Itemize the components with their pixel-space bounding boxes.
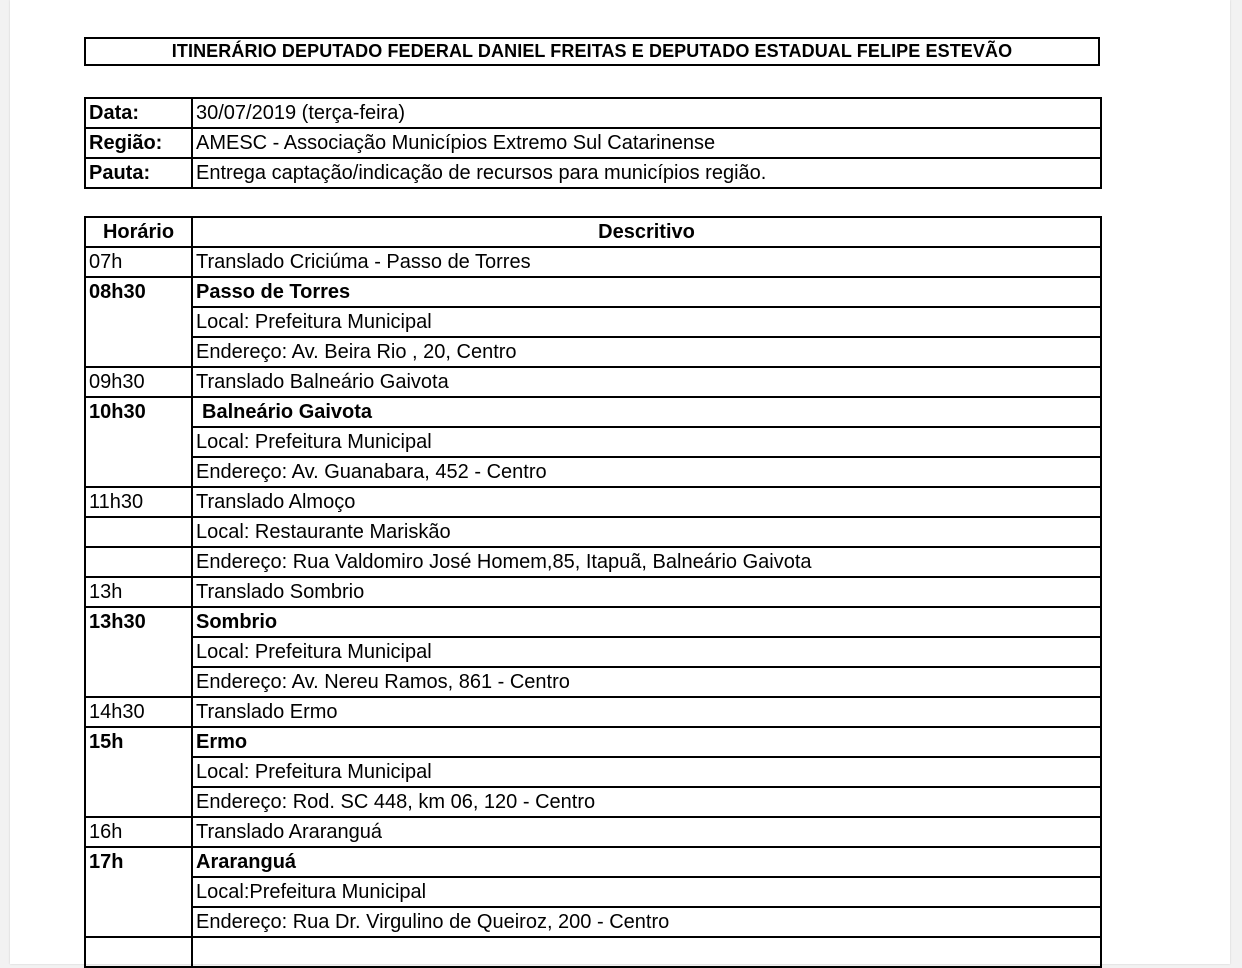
table-row bbox=[85, 457, 1101, 487]
description-cell: Endereço: Rod. SC 448, km 06, 120 - Centro bbox=[192, 787, 1101, 817]
description-cell: Translado Araranguá bbox=[192, 817, 1101, 847]
time-cell: 14h30 bbox=[85, 697, 192, 727]
time-cell bbox=[85, 937, 192, 967]
table-row bbox=[85, 607, 1101, 637]
description-cell: Ermo bbox=[192, 727, 1101, 757]
description-cell: Endereço: Av. Beira Rio , 20, Centro bbox=[192, 337, 1101, 367]
description-cell: Passo de Torres bbox=[192, 277, 1101, 307]
time-cell: 10h30 bbox=[85, 397, 192, 427]
table-row bbox=[85, 727, 1101, 757]
time-cell bbox=[85, 787, 192, 817]
time-cell: 13h bbox=[85, 577, 192, 607]
description-cell: Translado Balneário Gaivota bbox=[192, 367, 1101, 397]
table-row bbox=[85, 547, 1101, 577]
table-row bbox=[85, 787, 1101, 817]
info-table bbox=[84, 97, 1102, 189]
time-cell: 11h30 bbox=[85, 487, 192, 517]
table-row bbox=[85, 307, 1101, 337]
info-row-region bbox=[85, 128, 1101, 158]
table-row bbox=[85, 877, 1101, 907]
description-cell: Local: Prefeitura Municipal bbox=[192, 757, 1101, 787]
table-row bbox=[85, 817, 1101, 847]
info-label: Pauta: bbox=[85, 158, 192, 188]
table-row bbox=[85, 397, 1101, 427]
description-cell: Local: Prefeitura Municipal bbox=[192, 427, 1101, 457]
table-row bbox=[85, 427, 1101, 457]
table-row bbox=[85, 247, 1101, 277]
description-cell: Local: Prefeitura Municipal bbox=[192, 637, 1101, 667]
info-label: Data: bbox=[85, 98, 192, 128]
table-row bbox=[85, 937, 1101, 967]
time-cell bbox=[85, 907, 192, 937]
description-cell: Local: Restaurante Mariskão bbox=[192, 517, 1101, 547]
description-cell: Sombrio bbox=[192, 607, 1101, 637]
time-cell: 17h bbox=[85, 847, 192, 877]
table-row bbox=[85, 757, 1101, 787]
time-cell: 08h30 bbox=[85, 277, 192, 307]
info-row-agenda bbox=[85, 158, 1101, 188]
info-label: Região: bbox=[85, 128, 192, 158]
header-description: Descritivo bbox=[598, 221, 695, 243]
table-row bbox=[85, 367, 1101, 397]
description-cell: Endereço: Av. Nereu Ramos, 861 - Centro bbox=[192, 667, 1101, 697]
table-row bbox=[85, 847, 1101, 877]
description-cell: Local:Prefeitura Municipal bbox=[192, 877, 1101, 907]
table-row bbox=[85, 487, 1101, 517]
table-row bbox=[85, 637, 1101, 667]
description-cell: Translado Almoço bbox=[192, 487, 1101, 517]
description-cell: Translado Ermo bbox=[192, 697, 1101, 727]
header-time: Horário bbox=[85, 217, 192, 247]
table-row bbox=[85, 277, 1101, 307]
info-value: AMESC - Associação Municípios Extremo Sul Catarinense bbox=[192, 128, 1101, 158]
itinerary-title: ITINERÁRIO DEPUTADO FEDERAL DANIEL FREITAS E DEPUTADO ESTADUAL FELIPE ESTEVÃO bbox=[84, 37, 1100, 66]
time-cell bbox=[85, 757, 192, 787]
description-cell bbox=[192, 937, 1101, 967]
table-row bbox=[85, 337, 1101, 367]
time-cell: 13h30 bbox=[85, 607, 192, 637]
table-row bbox=[85, 907, 1101, 937]
description-cell: Translado Sombrio bbox=[192, 577, 1101, 607]
info-value: Entrega captação/indicação de recursos para municípios região. bbox=[192, 158, 1101, 188]
info-row-date bbox=[85, 98, 1101, 128]
time-cell: 07h bbox=[85, 247, 192, 277]
time-cell bbox=[85, 337, 192, 367]
time-cell bbox=[85, 457, 192, 487]
description-cell: Translado Criciúma - Passo de Torres bbox=[192, 247, 1101, 277]
description-cell: Endereço: Rua Dr. Virgulino de Queiroz, 200 - Centro bbox=[192, 907, 1101, 937]
time-cell: 15h bbox=[85, 727, 192, 757]
description-cell: Balneário Gaivota bbox=[192, 397, 1101, 427]
table-row bbox=[85, 667, 1101, 697]
description-cell: Endereço: Rua Valdomiro José Homem,85, Itapuã, Balneário Gaivota bbox=[192, 547, 1101, 577]
time-cell bbox=[85, 877, 192, 907]
schedule-header-row bbox=[85, 217, 1101, 247]
description-cell: Local: Prefeitura Municipal bbox=[192, 307, 1101, 337]
schedule-table bbox=[84, 216, 1102, 968]
time-cell: 09h30 bbox=[85, 367, 192, 397]
time-cell bbox=[85, 307, 192, 337]
time-cell bbox=[85, 517, 192, 547]
time-cell bbox=[85, 427, 192, 457]
time-cell: 16h bbox=[85, 817, 192, 847]
time-cell bbox=[85, 637, 192, 667]
time-cell bbox=[85, 547, 192, 577]
table-row bbox=[85, 517, 1101, 547]
table-row bbox=[85, 697, 1101, 727]
time-cell bbox=[85, 667, 192, 697]
description-cell: Endereço: Av. Guanabara, 452 - Centro bbox=[192, 457, 1101, 487]
description-cell: Araranguá bbox=[192, 847, 1101, 877]
info-value: 30/07/2019 (terça-feira) bbox=[196, 102, 406, 124]
table-row bbox=[85, 577, 1101, 607]
